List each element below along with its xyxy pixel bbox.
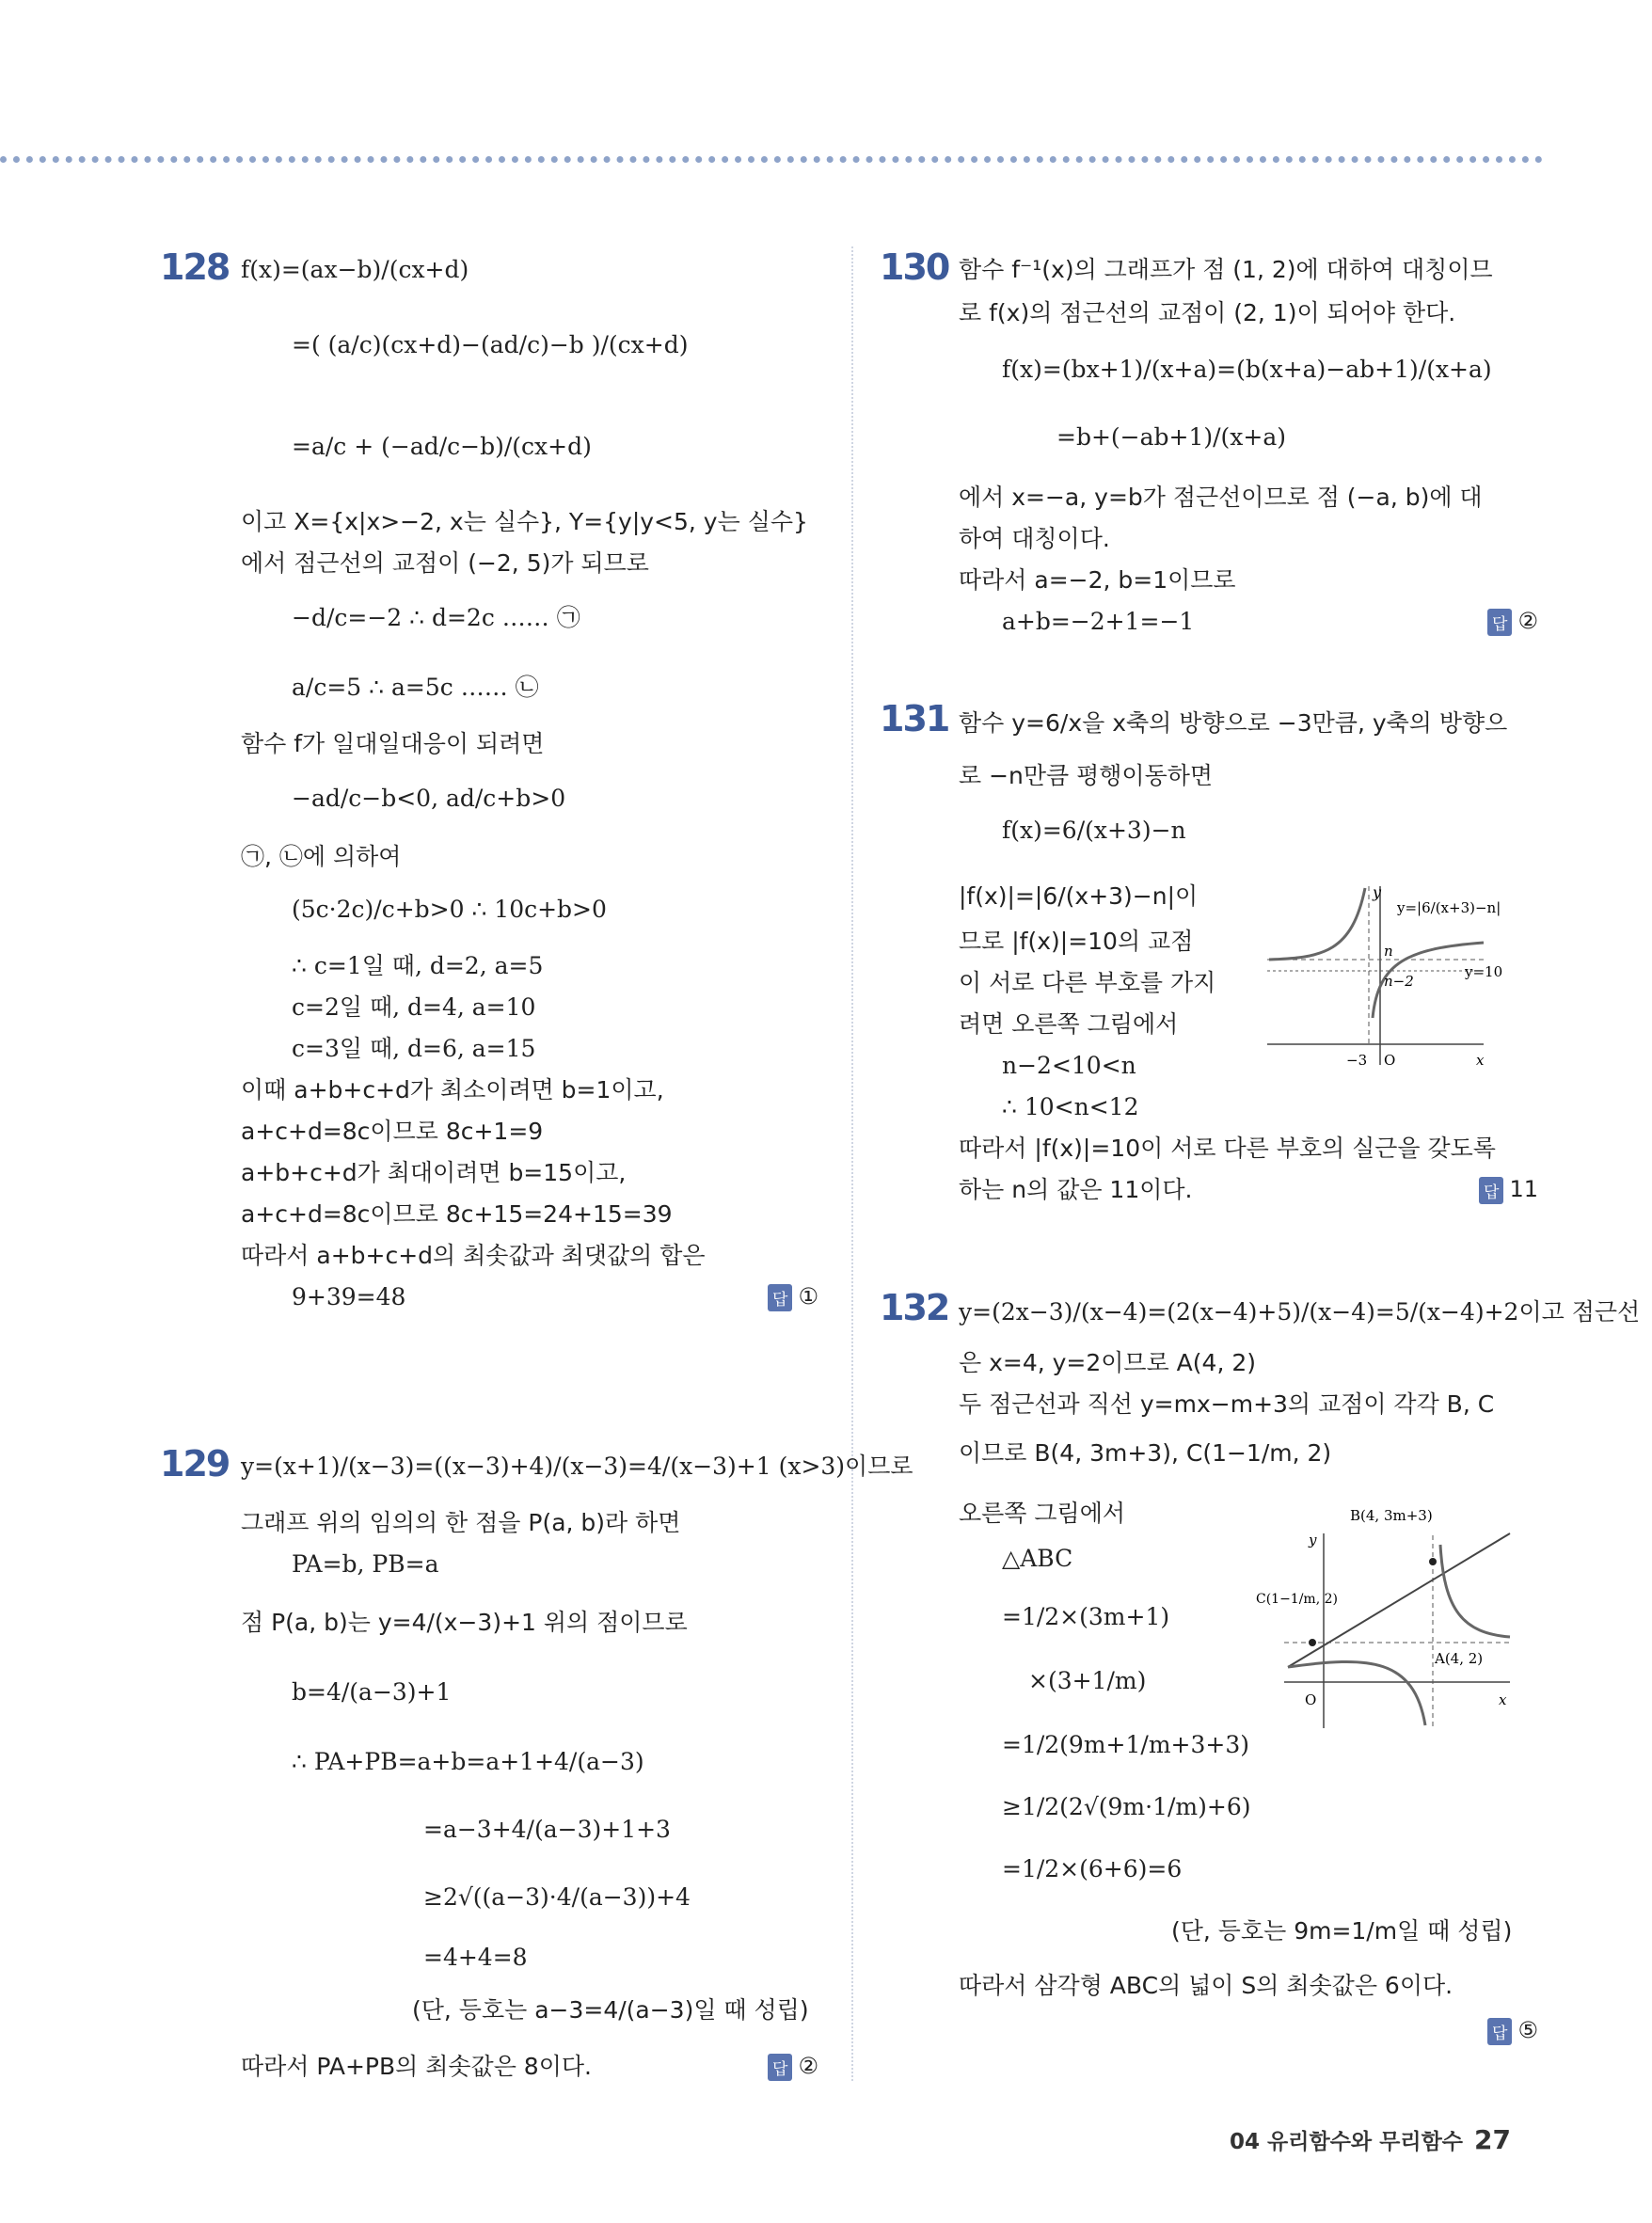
solution-line: 로 −n만큼 평행이동하면	[959, 762, 1214, 789]
column-separator	[851, 246, 853, 2081]
graph-label: −3	[1346, 1052, 1368, 1069]
solution-line: a+b=−2+1=−1	[1002, 608, 1195, 635]
solution-line: PA=b, PB=a	[292, 1550, 439, 1578]
problem-129	[160, 1443, 913, 2080]
solution-line: 하는 n의 값은 11이다.	[959, 1176, 1193, 1203]
solution-line: 이고 X={x|x>−2, x는 실수}, Y={y|y<5, y는 실수}	[241, 508, 808, 535]
solution-line: (단, 등호는 9m=1/m일 때 성립)	[1171, 1917, 1513, 1945]
graph-label: x	[1499, 1691, 1507, 1708]
answer-label: 답	[1479, 1177, 1503, 1204]
solution-line: 이때 a+b+c+d가 최소이려면 b=1이고,	[241, 1076, 664, 1104]
solution-line: y=(x+1)/(x−3)=((x−3)+4)/(x−3)=4/(x−3)+1 (x>3)이므로	[241, 1453, 913, 1480]
solution-line: 므로 |f(x)|=10의 교점	[959, 928, 1194, 955]
answer-label: 답	[768, 2054, 792, 2081]
graph-label: O	[1305, 1691, 1317, 1708]
solution-line: 따라서 |f(x)|=10이 서로 다른 부호의 실근을 갖도록	[959, 1135, 1496, 1162]
graph-label: A(4, 2)	[1435, 1650, 1484, 1667]
solution-line: b=4/(a−3)+1	[292, 1678, 452, 1706]
solution-line: n−2<10<n	[1002, 1052, 1136, 1079]
solution-line: =( (a/c)(cx+d)−(ad/c)−b )/(cx+d)	[292, 331, 689, 358]
solution-line: =4+4=8	[423, 1944, 528, 1971]
solution-line: 이 서로 다른 부호를 가지	[959, 969, 1216, 996]
solution-line: a/c=5 ∴ a=5c …… ㉡	[292, 674, 539, 701]
problem-number: 132	[880, 1287, 949, 1328]
answer-badge	[768, 2053, 818, 2081]
answer-label: 답	[1487, 609, 1512, 636]
solution-line: 따라서 삼각형 ABC의 넓이 S의 최솟값은 6이다.	[959, 1972, 1453, 1999]
chapter-title: 04 유리함수와 무리함수	[1230, 2130, 1464, 2154]
solution-line: 오른쪽 그림에서	[959, 1500, 1125, 1527]
graph-label: y=|6/(x+3)−n|	[1397, 899, 1501, 916]
answer-badge	[1487, 2017, 1538, 2045]
solution-line: c=2일 때, d=4, a=10	[292, 993, 536, 1021]
solution-line: a+c+d=8c이므로 8c+1=9	[241, 1118, 544, 1145]
solution-line: 그래프 위의 임의의 한 점을 P(a, b)라 하면	[241, 1509, 681, 1536]
solution-line: a+c+d=8c이므로 8c+15=24+15=39	[241, 1200, 673, 1228]
graph-label: y=10	[1465, 963, 1503, 980]
answer-value: ②	[1517, 608, 1538, 634]
solution-line: =b+(−ab+1)/(x+a)	[1056, 423, 1286, 451]
graph-label: n−2	[1384, 973, 1414, 990]
solution-line: 9+39=48	[292, 1283, 406, 1310]
point-b	[1429, 1558, 1437, 1565]
answer-label: 답	[1487, 2018, 1512, 2045]
solution-line: −ad/c−b<0, ad/c+b>0	[292, 785, 566, 812]
graph-label: n	[1384, 943, 1393, 960]
graph-131	[1267, 886, 1526, 1074]
solution-line: 려면 오른쪽 그림에서	[959, 1010, 1179, 1038]
problem-132	[880, 1287, 1641, 2058]
solution-line: 이므로 B(4, 3m+3), C(1−1/m, 2)	[959, 1439, 1332, 1467]
solution-line: 에서 점근선의 교점이 (−2, 5)가 되므로	[241, 549, 649, 577]
solution-line: 두 점근선과 직선 y=mx−m+3의 교점이 각각 B, C	[959, 1390, 1495, 1418]
answer-value: ①	[798, 1283, 818, 1310]
answer-badge	[1479, 1176, 1538, 1204]
problem-128	[160, 246, 818, 1338]
header-dotted-rule	[0, 156, 1543, 163]
solution-line: ∴ c=1일 때, d=2, a=5	[292, 952, 544, 979]
problem-number: 129	[160, 1443, 230, 1485]
graph-label: O	[1384, 1052, 1396, 1069]
solution-line: ×(3+1/m)	[1028, 1667, 1147, 1694]
solution-line: △ABC	[1002, 1545, 1073, 1572]
solution-line: 하여 대칭이다.	[959, 525, 1110, 552]
solution-line: 은 x=4, y=2이므로 A(4, 2)	[959, 1349, 1256, 1376]
problem-number: 128	[160, 246, 230, 288]
answer-badge	[768, 1283, 818, 1311]
answer-value: 11	[1509, 1176, 1538, 1202]
solution-line: ≥2√((a−3)·4/(a−3))+4	[423, 1883, 691, 1911]
graph-label: C(1−1/m, 2)	[1256, 1592, 1338, 1607]
solution-line: 따라서 a=−2, b=1이므로	[959, 566, 1236, 594]
solution-line: ∴ PA+PB=a+b=a+1+4/(a−3)	[292, 1748, 644, 1775]
solution-line: y=(2x−3)/(x−4)=(2(x−4)+5)/(x−4)=5/(x−4)+2이고 점근선	[959, 1298, 1641, 1326]
solution-line: ≥1/2(2√(9m·1/m)+6)	[1002, 1793, 1251, 1820]
graph-label: y	[1373, 886, 1382, 901]
point-c	[1309, 1639, 1316, 1646]
solution-line: 에서 x=−a, y=b가 점근선이므로 점 (−a, b)에 대	[959, 484, 1483, 511]
solution-line: =1/2×(6+6)=6	[1002, 1855, 1183, 1882]
answer-badge	[1487, 608, 1538, 636]
curve-left	[1269, 888, 1365, 960]
solution-line: =1/2×(3m+1)	[1002, 1603, 1170, 1630]
solution-line: ㉠, ㉡에 의하여	[241, 843, 402, 870]
solution-line: (5c·2c)/c+b>0 ∴ 10c+b>0	[292, 896, 607, 923]
solution-line: 함수 f⁻¹(x)의 그래프가 점 (1, 2)에 대하여 대칭이므	[959, 256, 1493, 283]
solution-line: =1/2(9m+1/m+3+3)	[1002, 1731, 1249, 1758]
graph-label: B(4, 3m+3)	[1350, 1507, 1433, 1524]
problem-131	[880, 698, 1538, 1225]
answer-label: 답	[768, 1284, 792, 1311]
solution-line: 따라서 a+b+c+d의 최솟값과 최댓값의 합은	[241, 1242, 706, 1269]
solution-line: 로 f(x)의 점근선의 교점이 (2, 1)이 되어야 한다.	[959, 299, 1456, 326]
solution-line: =a/c + (−ad/c−b)/(cx+d)	[292, 433, 592, 460]
solution-line: f(x)=(ax−b)/(cx+d)	[241, 256, 469, 283]
solution-line: |f(x)|=|6/(x+3)−n|이	[959, 882, 1199, 910]
solution-line: −d/c=−2 ∴ d=2c …… ㉠	[292, 604, 580, 631]
problem-number: 130	[880, 246, 949, 288]
problem-number: 131	[880, 698, 949, 739]
solution-line: f(x)=(bx+1)/(x+a)=(b(x+a)−ab+1)/(x+a)	[1002, 356, 1492, 383]
solution-line: 함수 y=6/x을 x축의 방향으로 −3만큼, y축의 방향으	[959, 709, 1508, 737]
solution-line: =a−3+4/(a−3)+1+3	[423, 1816, 671, 1843]
page-footer	[1230, 2124, 1511, 2155]
graph-label: x	[1476, 1052, 1485, 1069]
solution-line: f(x)=6/(x+3)−n	[1002, 817, 1186, 844]
graph-label: y	[1309, 1532, 1317, 1548]
solution-line: c=3일 때, d=6, a=15	[292, 1035, 536, 1062]
solution-line: (단, 등호는 a−3=4/(a−3)일 때 성립)	[412, 1996, 809, 2024]
graph-132	[1256, 1507, 1519, 1733]
solution-line: 함수 f가 일대일대응이 되려면	[241, 730, 545, 757]
answer-value: ⑤	[1517, 2017, 1538, 2043]
solution-line: ∴ 10<n<12	[1002, 1093, 1139, 1120]
solution-line: 따라서 PA+PB의 최솟값은 8이다.	[241, 2053, 592, 2080]
problem-130	[880, 246, 1538, 651]
solution-line: 점 P(a, b)는 y=4/(x−3)+1 위의 점이므로	[241, 1609, 688, 1636]
curve-upper	[1440, 1545, 1510, 1637]
page-number: 27	[1474, 2124, 1511, 2155]
solution-line: a+b+c+d가 최대이려면 b=15이고,	[241, 1159, 627, 1186]
answer-value: ②	[798, 2053, 818, 2079]
